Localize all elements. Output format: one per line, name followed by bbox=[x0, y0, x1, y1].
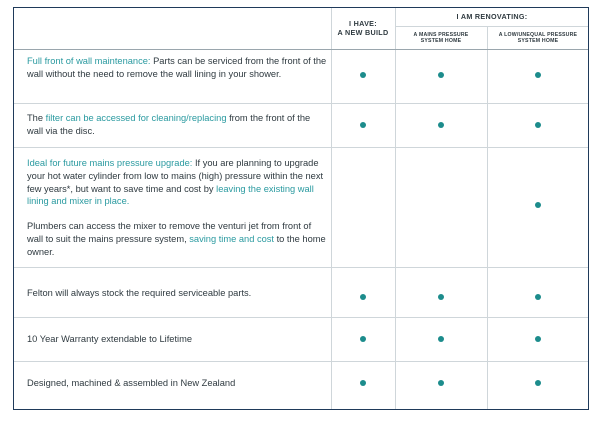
check-dot bbox=[438, 336, 444, 342]
header-subdivider bbox=[395, 26, 588, 27]
feature-text: 10 Year Warranty extendable to Lifetime bbox=[27, 334, 193, 344]
feature-highlight: Ideal for future mains pressure upgrade: bbox=[27, 158, 193, 168]
header-low-pressure: A LOW/UNEQUAL PRESSURE SYSTEM HOME bbox=[498, 32, 578, 45]
check-dot bbox=[360, 122, 366, 128]
feature-text: Parts can be serviced from the front of the wall without the need to remove the wall lining in your shower. bbox=[27, 56, 327, 79]
check-dot bbox=[535, 202, 541, 208]
feature-text: from the front of the wall via the disc. bbox=[27, 113, 311, 136]
feature-text: If you are planning to upgrade your hot water cylinder from low to mains (high) pressure within the next few years*, but want to save time and cost by bbox=[27, 158, 324, 194]
feature-highlight: leaving the existing wall lining and mixer in place. bbox=[27, 183, 314, 207]
feature-made-in-nz bbox=[27, 377, 327, 390]
check-dot bbox=[360, 336, 366, 342]
feature-text: The bbox=[27, 113, 46, 123]
header-mains-pressure: A MAINS PRESSURE SYSTEM HOME bbox=[413, 32, 469, 45]
check-dot bbox=[438, 294, 444, 300]
row-divider bbox=[14, 103, 588, 104]
check-dot bbox=[535, 294, 541, 300]
row-divider bbox=[14, 317, 588, 318]
check-dot bbox=[438, 122, 444, 128]
feature-highlight: Full front of wall maintenance: bbox=[27, 56, 151, 66]
feature-serviceable-parts bbox=[27, 287, 327, 300]
feature-text: to the home owner. bbox=[27, 234, 326, 257]
feature-highlight: filter can be accessed for cleaning/replacing bbox=[45, 113, 227, 123]
check-dot bbox=[535, 72, 541, 78]
check-dot bbox=[535, 336, 541, 342]
comparison-table bbox=[13, 7, 589, 410]
column-divider bbox=[331, 8, 332, 409]
header-new-build: I HAVE: A NEW BUILD bbox=[337, 19, 389, 37]
row-divider bbox=[14, 147, 588, 148]
feature-text: Felton will always stock the required serviceable parts. bbox=[27, 288, 252, 298]
row-divider bbox=[14, 267, 588, 268]
feature-text: Designed, machined & assembled in New Zealand bbox=[27, 378, 236, 388]
feature-front-wall-maintenance bbox=[27, 55, 327, 81]
check-dot bbox=[360, 72, 366, 78]
feature-filter-access bbox=[27, 112, 327, 138]
check-dot bbox=[535, 380, 541, 386]
check-dot bbox=[360, 294, 366, 300]
column-divider bbox=[395, 8, 396, 409]
header-divider bbox=[14, 49, 588, 50]
header-renovating: I AM RENOVATING: bbox=[456, 12, 528, 21]
feature-highlight: saving time and cost bbox=[189, 234, 274, 245]
feature-text: Plumbers can access the mixer to remove the venturi jet from front of wall to suit the mains pressure system, bbox=[27, 221, 312, 245]
check-dot bbox=[360, 380, 366, 386]
column-divider bbox=[487, 26, 488, 409]
check-dot bbox=[438, 72, 444, 78]
row-divider bbox=[14, 361, 588, 362]
feature-warranty bbox=[27, 333, 327, 346]
check-dot bbox=[535, 122, 541, 128]
feature-mains-upgrade bbox=[27, 157, 327, 259]
check-dot bbox=[438, 380, 444, 386]
